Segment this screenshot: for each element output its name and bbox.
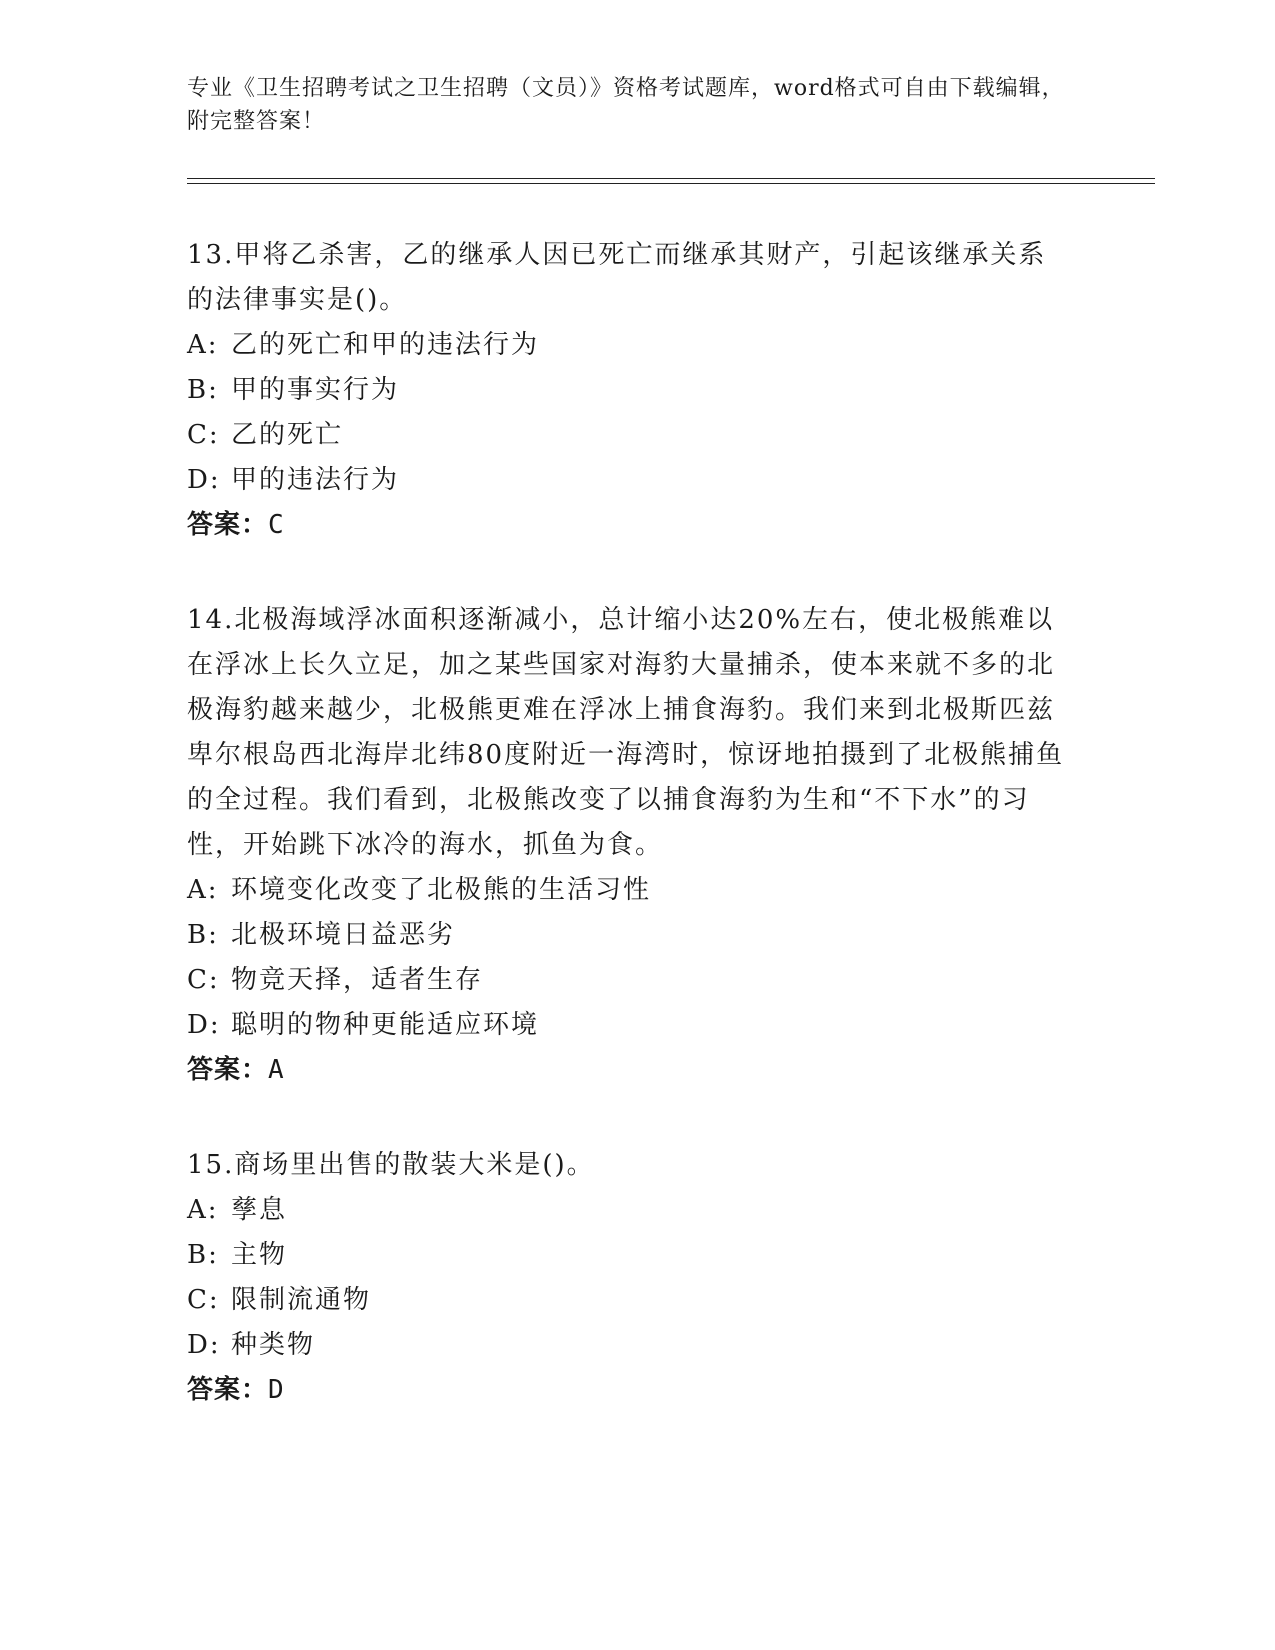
option-text: 乙的死亡 (231, 420, 344, 450)
answer (187, 503, 1067, 548)
option-letter: B: (187, 920, 219, 950)
option-a (187, 868, 1067, 913)
option-text: 物竞天择，适者生存 (231, 965, 484, 995)
header-divider-top (187, 178, 1155, 179)
answer-label: 答案： (187, 510, 269, 540)
option-d (187, 458, 1067, 503)
option-b (187, 368, 1067, 413)
option-text: 北极环境日益恶劣 (231, 920, 456, 950)
answer-label: 答案： (187, 1375, 269, 1405)
option-text: 环境变化改变了北极熊的生活习性 (231, 875, 652, 905)
question-stem: 15.商场里出售的散装大米是()。 (187, 1150, 595, 1180)
option-text: 乙的死亡和甲的违法行为 (231, 330, 540, 360)
option-b (187, 913, 1067, 958)
option-a (187, 323, 1067, 368)
document-header: 专业《卫生招聘考试之卫生招聘（文员）》资格考试题库，word格式可自由下载编辑，附完整答案！ (187, 76, 1065, 134)
question-stem: 13.甲将乙杀害，乙的继承人因已死亡而继承其财产，引起该继承关系的法律事实是()。 (187, 240, 1047, 315)
option-text: 主物 (231, 1240, 288, 1270)
answer (187, 1368, 1067, 1413)
option-a (187, 1188, 1067, 1233)
question-13 (187, 233, 1067, 548)
question-15 (187, 1143, 1067, 1413)
option-letter: C: (187, 1285, 220, 1315)
option-c (187, 413, 1067, 458)
question-stem: 14.北极海域浮冰面积逐渐减小，总计缩小达20%左右，使北极熊难以在浮冰上长久立足，加之某些国家对海豹大量捕杀，使本来就不多的北极海豹越来越少，北极熊更难在浮冰上捕食海豹。我们来到北极斯匹兹卑尔根岛西北海岸北纬80度附近一海湾时，惊讶地拍摄到了北极熊捕鱼的全过程。我们看到，北极熊改变了以捕食海豹为生和“不下水”的习性，开始跳下冰冷的海水，抓鱼为食。 (187, 605, 1065, 860)
option-c (187, 958, 1067, 1003)
option-text: 聪明的物种更能适应环境 (231, 1010, 540, 1040)
option-b (187, 1233, 1067, 1278)
option-d (187, 1003, 1067, 1048)
answer-value: A (268, 1055, 285, 1085)
option-text: 种类物 (231, 1330, 316, 1360)
option-d (187, 1323, 1067, 1368)
option-c (187, 1278, 1067, 1323)
option-letter: C: (187, 965, 220, 995)
header-divider-bottom (187, 183, 1155, 184)
option-letter: A: (187, 330, 219, 360)
answer-label: 答案： (187, 1055, 269, 1085)
answer (187, 1048, 1067, 1093)
option-letter: A: (187, 1195, 219, 1225)
option-letter: D: (187, 1010, 221, 1040)
option-letter: B: (187, 1240, 219, 1270)
answer-value: D (268, 1375, 285, 1405)
option-letter: D: (187, 465, 221, 495)
option-text: 甲的事实行为 (231, 375, 400, 405)
option-text: 甲的违法行为 (231, 465, 400, 495)
option-letter: A: (187, 875, 219, 905)
option-letter: C: (187, 420, 220, 450)
option-text: 限制流通物 (231, 1285, 372, 1315)
option-letter: B: (187, 375, 219, 405)
question-14 (187, 598, 1067, 1093)
option-letter: D: (187, 1330, 221, 1360)
answer-value: C (268, 510, 285, 540)
option-text: 孳息 (231, 1195, 288, 1225)
